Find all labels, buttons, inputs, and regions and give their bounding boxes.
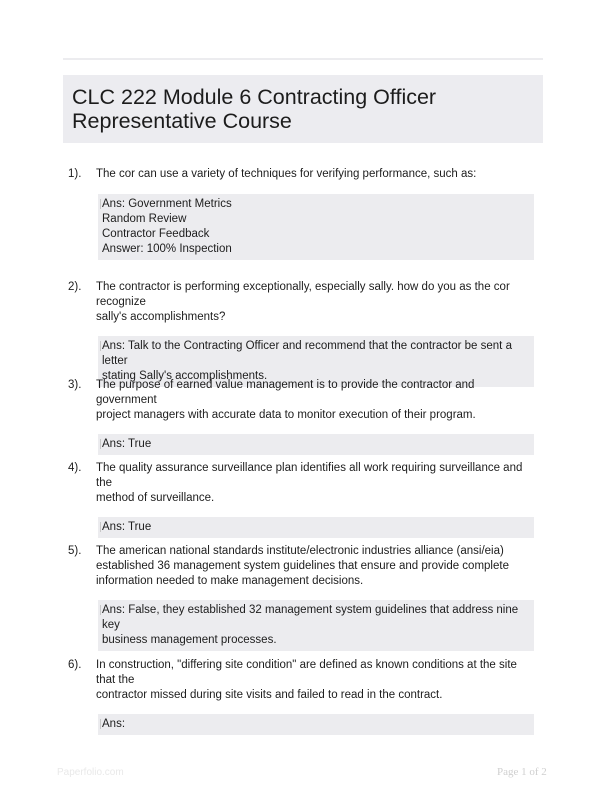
question-text-line: method of surveillance.: [96, 492, 215, 504]
question-text-line: project managers with accurate data to monitor execution of their program.: [96, 409, 476, 421]
page-title-line-2: Representative Course: [72, 109, 292, 133]
answer-line: Random Review: [102, 213, 187, 225]
answer-marker: [100, 199, 101, 209]
footer-watermark: Paperfolio.com: [57, 767, 124, 778]
answer-marker: [100, 341, 101, 351]
question-block: [68, 658, 538, 735]
question-text: [96, 658, 538, 703]
page-title-line-1: CLC 222 Module 6 Contracting Officer: [72, 85, 437, 109]
title-box: [63, 75, 543, 143]
question-text-line: sally's accomplishments?: [96, 311, 226, 323]
question-text-line: information needed to make management decisions.: [96, 575, 364, 587]
answer-line: business management processes.: [102, 634, 277, 646]
answer-line: stating Sally's accomplishments.: [102, 370, 268, 382]
question-text-line: The purpose of earned value management is to provide the contractor and government: [96, 379, 475, 406]
question-text-line: The cor can use a variety of techniques for verifying performance, such as:: [96, 168, 477, 180]
answer-line: Ans: True: [102, 521, 152, 533]
question-block: [68, 378, 538, 455]
answer-box: [98, 517, 534, 538]
answer-line: Ans: Government Metrics: [102, 198, 232, 210]
question-text: [96, 461, 538, 506]
answer-marker: [100, 605, 101, 615]
question-number: 2).: [68, 281, 82, 293]
answer-box: [98, 194, 534, 260]
answer-box: [98, 714, 534, 735]
top-rule: [63, 58, 543, 60]
question-number: 6).: [68, 659, 82, 671]
answer-line: Ans: False, they established 32 management system guidelines that address nine key: [102, 604, 519, 631]
question-text: [96, 280, 538, 325]
answer-marker: [100, 719, 101, 729]
question-text-line: contractor missed during site visits and failed to read in the contract.: [96, 689, 443, 701]
question-block: [68, 167, 538, 260]
answer-line: Ans:: [102, 718, 126, 730]
question-number: 4).: [68, 462, 82, 474]
answer-marker: [100, 439, 101, 449]
question-text-line: The american national standards institute/electronic industries alliance (ansi/eia): [96, 545, 504, 557]
question-text: [96, 167, 538, 182]
answer-box: [98, 434, 534, 455]
question-text: [96, 544, 538, 589]
page-indicator: Page 1 of 2: [497, 766, 547, 778]
question-text: [96, 378, 538, 423]
question-block: [68, 280, 538, 387]
question-text-line: In construction, "differing site condition" are defined as known conditions at the site that the: [96, 659, 517, 686]
question-text-line: The contractor is performing exceptionally, especially sally. how do you as the cor recognize: [96, 281, 510, 308]
question-text-line: The quality assurance surveillance plan identifies all work requiring surveillance and the: [96, 462, 523, 489]
answer-line: Contractor Feedback: [102, 228, 210, 240]
question-block: [68, 461, 538, 538]
answer-line: Ans: Talk to the Contracting Officer and recommend that the contractor be sent a letter: [102, 340, 512, 367]
question-number: 3).: [68, 379, 82, 391]
question-number: 5).: [68, 545, 82, 557]
question-number: 1).: [68, 168, 82, 180]
question-block: [68, 544, 538, 651]
question-text-line: established 36 management system guidelines that ensure and provide complete: [96, 560, 509, 572]
answer-line: Answer: 100% Inspection: [102, 243, 232, 255]
answer-box: [98, 600, 534, 651]
answer-marker: [100, 522, 101, 532]
answer-line: Ans: True: [102, 438, 152, 450]
